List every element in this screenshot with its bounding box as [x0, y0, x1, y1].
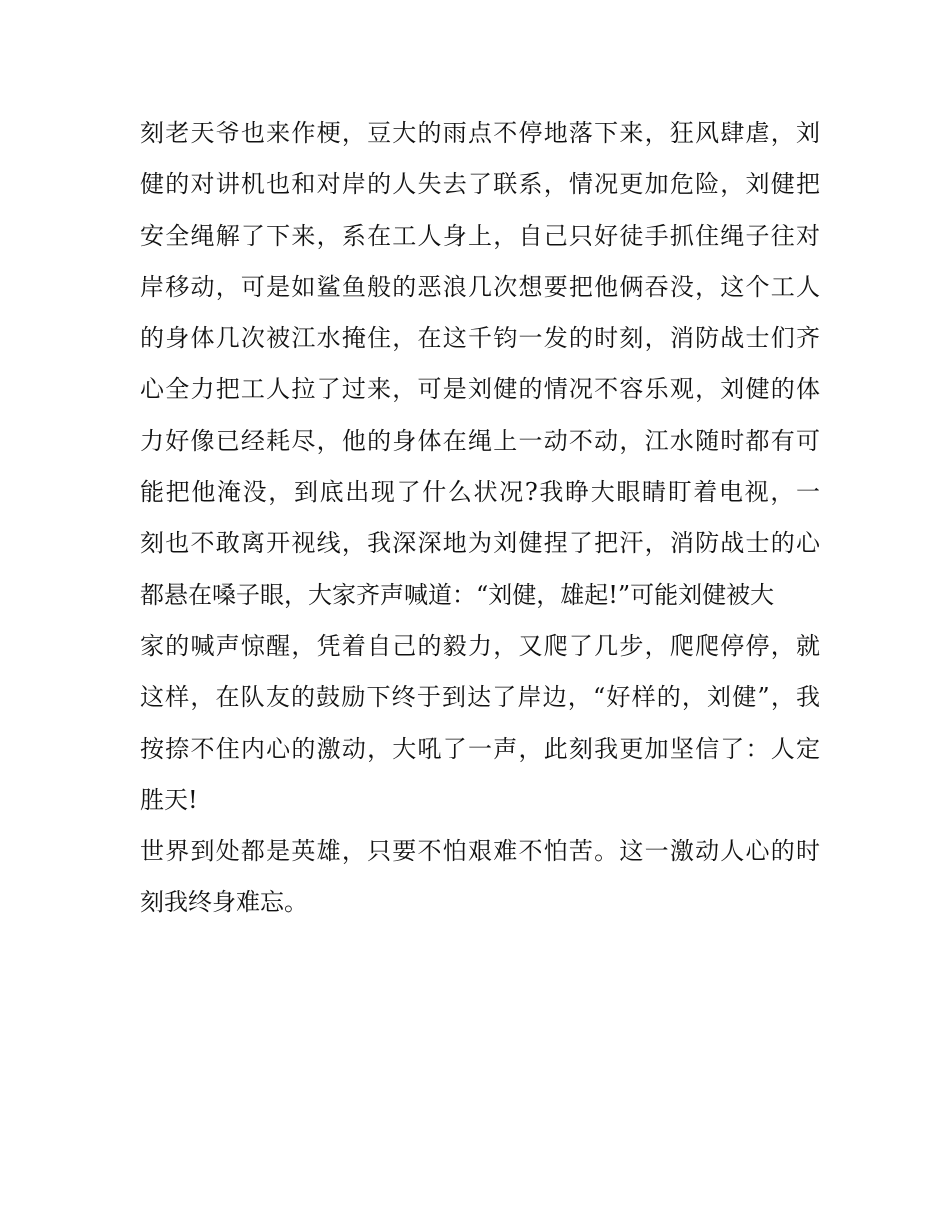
- paragraph: [140, 108, 820, 826]
- text-line: 胜天!: [140, 785, 198, 814]
- text-line: 这样，在队友的鼓励下终于到达了岸边，“好样的，刘健”，我: [140, 683, 820, 712]
- text-line: 刻也不敢离开视线，我深深地为刘健捏了把汗，消防战士的心: [140, 529, 820, 558]
- text-line: 都悬在嗓子眼，大家齐声喊道：“刘健，雄起!”可能刘健被大: [140, 580, 775, 609]
- text-line: 刻我终身难忘。: [140, 888, 308, 917]
- text-line: 世界到处都是英雄，只要不怕艰难不怕苦。这一激动人心的时: [140, 837, 820, 866]
- paragraph: [140, 826, 820, 929]
- text-line: 健的对讲机也和对岸的人失去了联系，情况更加危险，刘健把: [140, 170, 820, 199]
- text-line: 安全绳解了下来，系在工人身上，自己只好徒手抓住绳子往对: [140, 221, 820, 250]
- text-line: 岸移动，可是如鲨鱼般的恶浪几次想要把他俩吞没，这个工人: [140, 272, 820, 301]
- text-line: 能把他淹没，到底出现了什么状况?我睁大眼睛盯着电视，一: [140, 478, 820, 507]
- text-line: 心全力把工人拉了过来，可是刘健的情况不容乐观，刘健的体: [140, 375, 820, 404]
- text-line: 刻老天爷也来作梗，豆大的雨点不停地落下来，狂风肆虐，刘: [140, 119, 820, 147]
- text-line: 按捺不住内心的激动，大吼了一声，此刻我更加坚信了：人定: [140, 734, 820, 763]
- text-line: 家的喊声惊醒，凭着自己的毅力，又爬了几步，爬爬停停，就: [140, 631, 820, 660]
- text-line: 的身体几次被江水掩住，在这千钧一发的时刻，消防战士们齐: [140, 324, 820, 353]
- body-text: [140, 108, 820, 929]
- text-line: 力好像已经耗尽，他的身体在绳上一动不动，江水随时都有可: [140, 426, 820, 455]
